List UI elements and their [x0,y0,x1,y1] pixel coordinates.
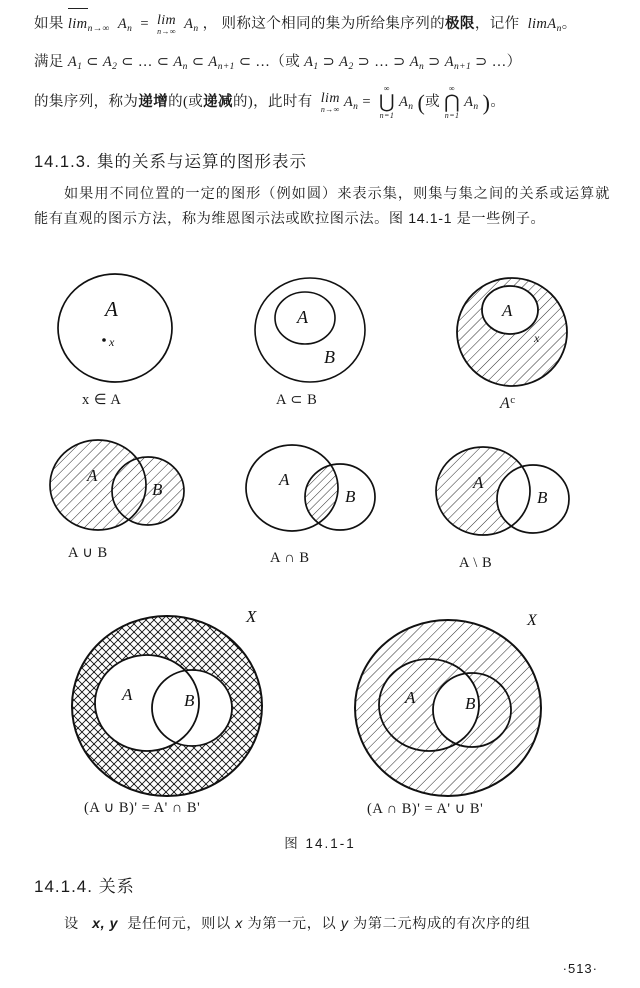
svg-text:A: A [297,307,308,327]
figure-complement-union [62,608,277,816]
figure-complement-intersect [345,613,560,817]
svg-text:B: B [465,694,476,713]
figure-caption-6: A \ B [459,555,493,571]
page-number: ·513· [562,961,598,976]
svg-text:B: B [345,487,356,506]
figure-caption-7: (A ∪ B)' = A' ∩ B' [84,800,201,816]
svg-text:X: X [246,608,257,626]
math-line-3: 的集序列，称为递增的(或递减的)，此时有 lim n→∞ $A_n$ = ∞ ⋃ n=1 $A_n$ (或 ∞ ⋂ n=1 $A_n$ )。 [34,84,506,120]
figure-caption-5: A ∩ B [270,550,310,566]
figure-caption-1: x ∈ A [82,392,122,408]
figure-caption-3: $A^c$ [500,394,516,412]
paragraph-14-1-4: 设 x, y 是任何元，则以 x 为第一元，以 y 为第二元构成的有次序的组 [64,916,531,932]
svg-text:x: x [534,331,540,345]
svg-text:X: X [527,613,537,629]
math-line-2: 满足 $A_1$ ⊂ $A_2$ ⊂ … ⊂ $A_n$ ⊂ $A_{n+1}$ ⊂ …（或 $A_1$ ⊃ $A_2$ ⊃ … ⊃ $A_n$ ⊃ $A_{n+1}$ ⊃ …） [34,54,522,72]
svg-text:A: A [473,473,484,492]
svg-text:x: x [109,335,115,349]
figure-A-subset-B [248,270,378,408]
figure-caption-4: A ∪ B [68,545,108,561]
paragraph-14-1-3: 如果用不同位置的一定的图形（例如圆）来表示集，则集与集之间的关系或运算就能有直观的图示方法，称为维恩图示法或欧拉图示法。图 14.1-1 是一些例子。 [34,186,610,227]
figure-x-in-A [52,268,182,408]
figure-A-union-B [40,433,200,561]
svg-text:A: A [122,685,133,704]
figure-caption-8: (A ∩ B)' = A' ∪ B' [367,801,484,817]
svg-text:B: B [184,691,195,710]
svg-text:A: A [502,301,513,320]
svg-text:A: A [87,466,98,485]
svg-text:B: B [537,488,548,507]
math-line-1: 如果 $\lim_{n\to\infty} A_n$ = lim n→∞ $A_n$ ， 则称这个相同的集为所给集序列的极限，记作 limA$_n$。 [34,8,610,44]
figure-caption-2: A ⊂ B [276,392,318,408]
figure-A-minus-B [425,443,590,571]
figure-A-complement [450,270,585,412]
svg-text:A: A [279,470,290,489]
figure-number-label: 图 14.1-1 [284,836,356,851]
svg-text:B: B [152,480,163,499]
svg-text:A: A [105,297,118,321]
figure-group [0,268,640,848]
svg-text:B: B [324,347,335,367]
section-heading-14-1-4: 14.1.4. 关系 [34,877,135,896]
section-heading-14-1-3: 14.1.3. 集的关系与运算的图形表示 [34,153,308,171]
figure-A-intersect-B [235,440,395,566]
math-block [34,8,610,125]
svg-text:A: A [405,688,416,707]
